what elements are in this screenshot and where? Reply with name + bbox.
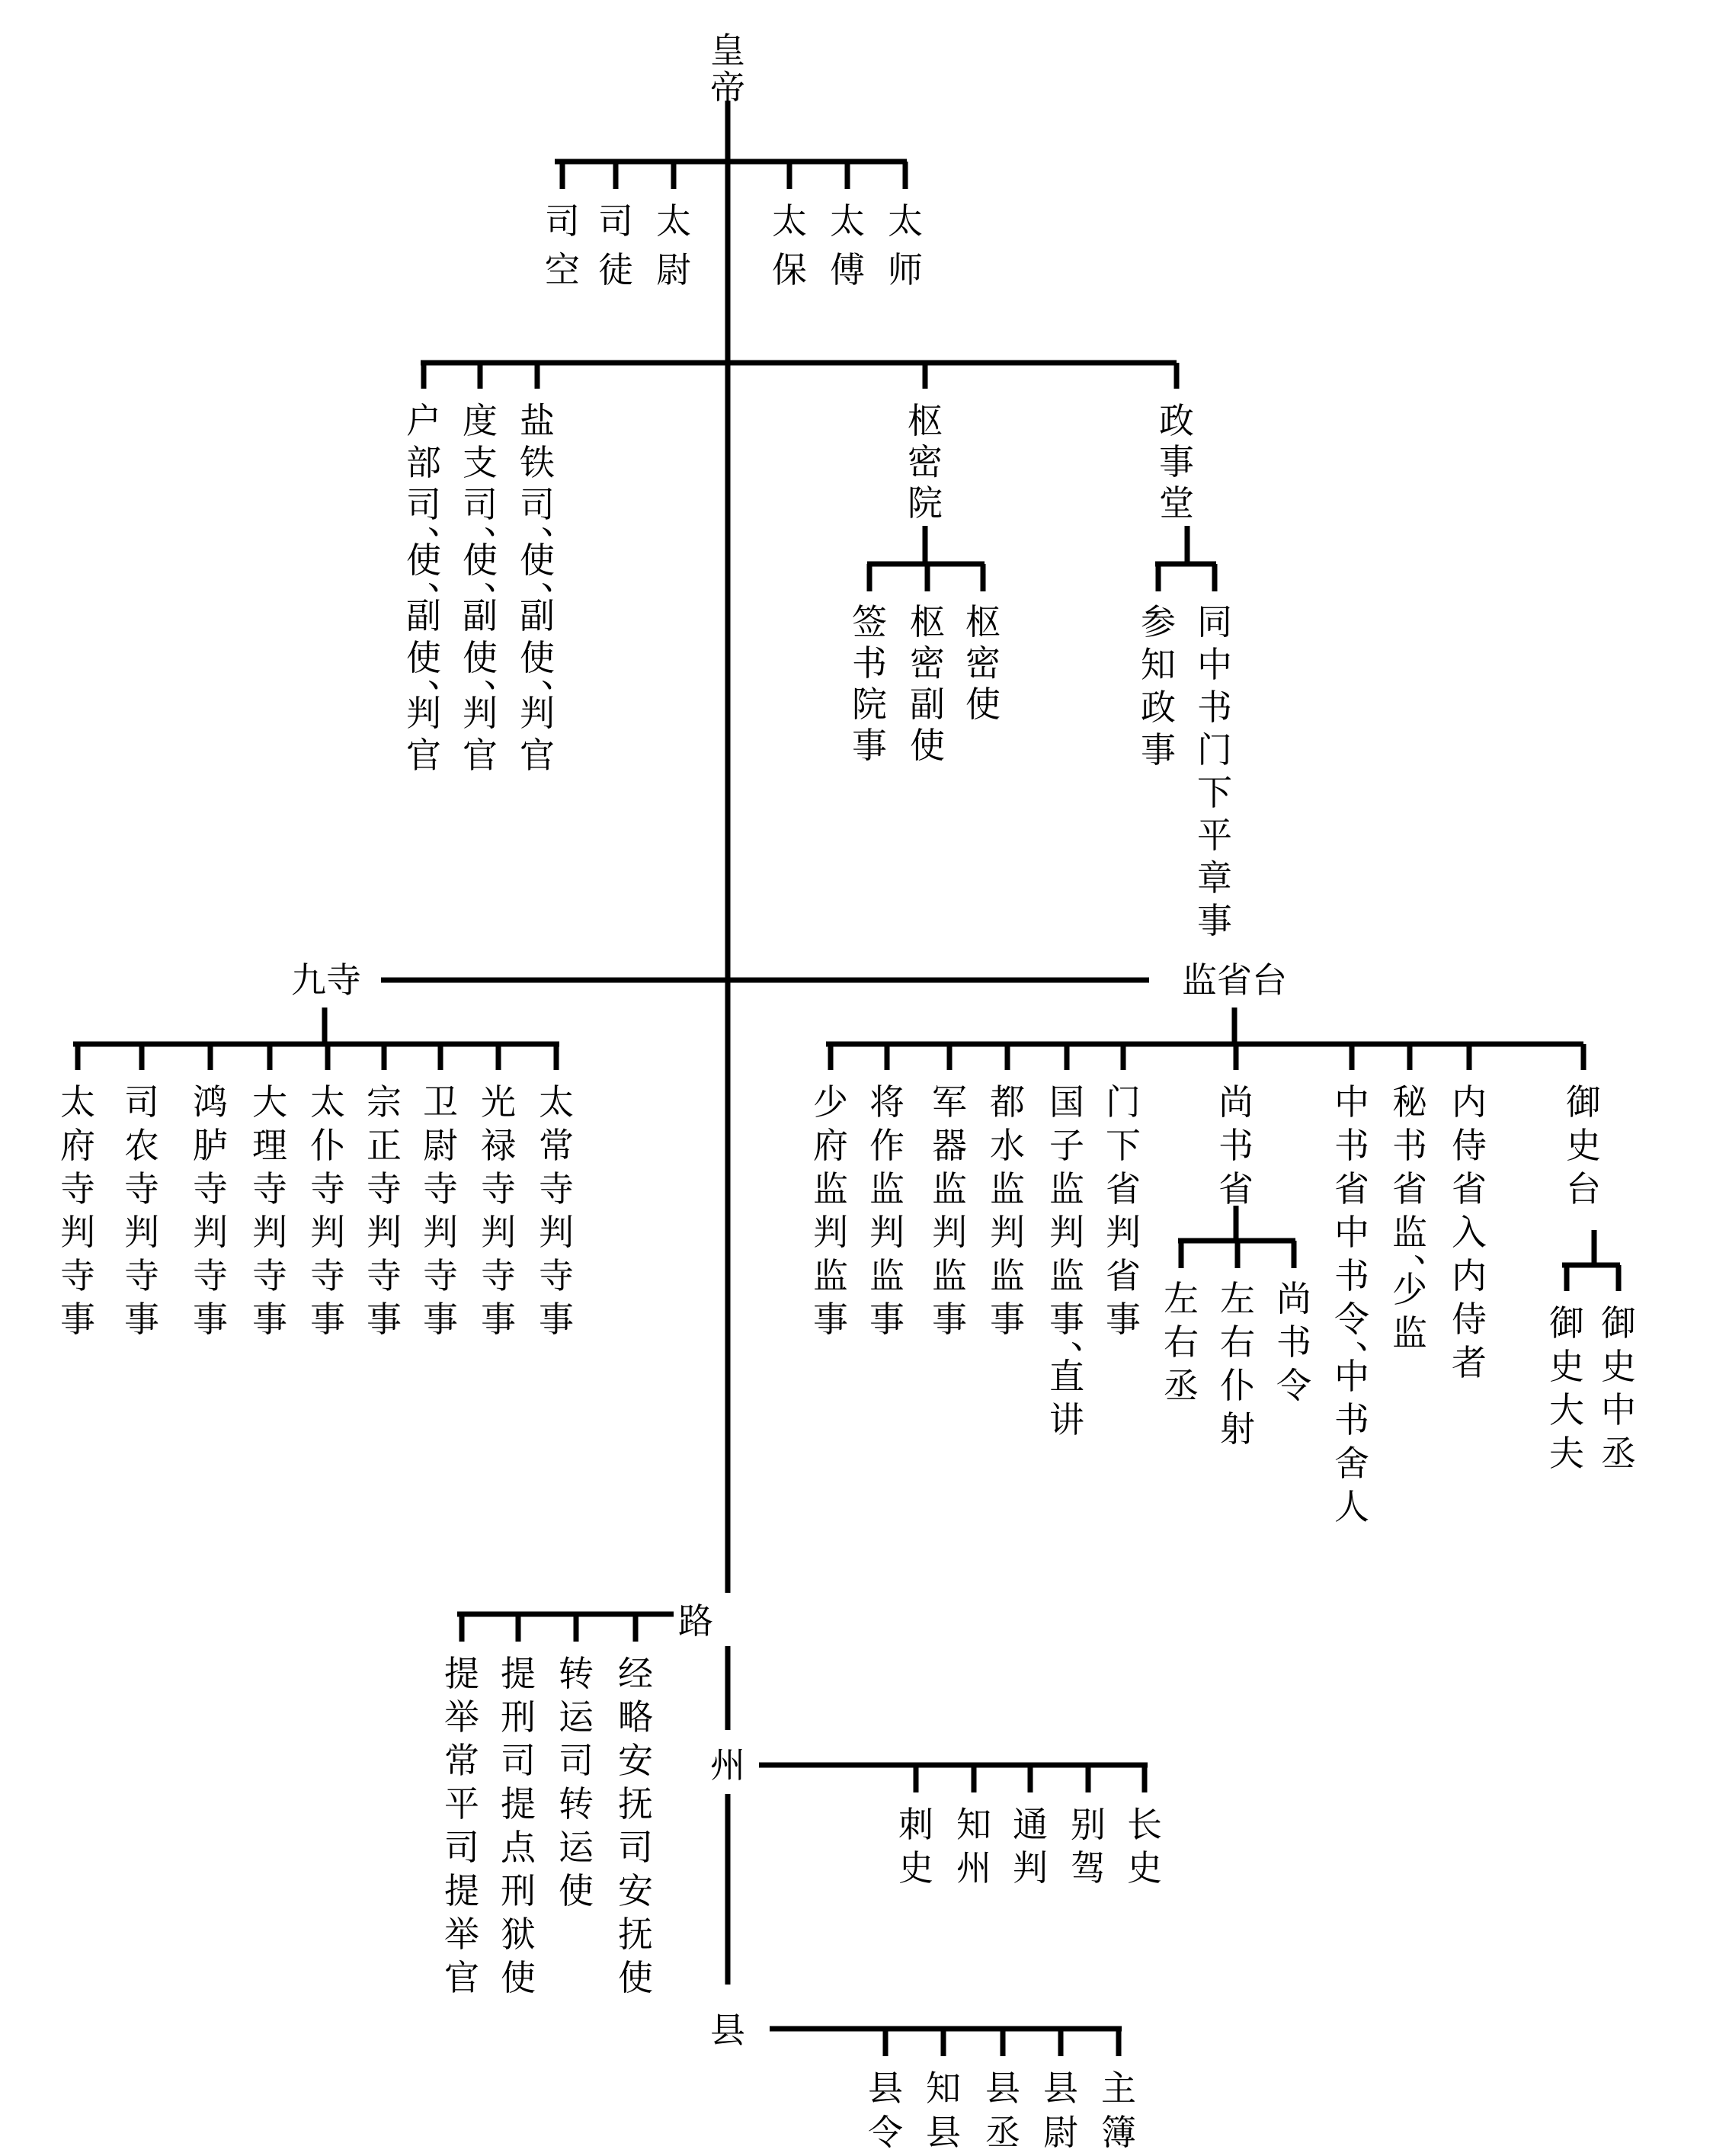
node-shangshusheng: 尚书省	[1218, 1081, 1254, 1209]
node-jianshengtai-member: 少府监判监事	[813, 1081, 848, 1340]
node-jianshengtai-member: 门下省判省事	[1106, 1081, 1141, 1340]
node-sansi: 度支司、使、副使、判官	[463, 400, 519, 776]
node-shumiyuan-member: 签书院事	[852, 601, 887, 766]
node-sansi: 盐铁司、使、副使、判官	[520, 400, 576, 776]
node-jiusi-member: 宗正寺判寺事	[367, 1081, 402, 1340]
node-yushitai-member: 御史大夫	[1549, 1302, 1584, 1474]
node-jiusi-member: 鸿胪寺判寺事	[193, 1081, 228, 1340]
node-shumiyuan: 枢密院	[908, 400, 943, 524]
node-zhou-member: 刺史	[898, 1804, 933, 1889]
node-lu-member: 提举常平司提举官	[444, 1653, 479, 1998]
node-jiusi-member: 司农寺判寺事	[124, 1081, 159, 1340]
node-sheng: 中书省中书令、中书舍人	[1334, 1081, 1391, 1527]
node-jianshengtai-member: 都水监判监事	[990, 1081, 1025, 1340]
node-xian-member: 县尉	[1043, 2068, 1078, 2153]
node-jiusi-member: 太府寺判寺事	[60, 1081, 95, 1340]
node-yushitai: 御史台	[1566, 1081, 1601, 1209]
node-jianshengtai-member: 将作监判监事	[869, 1081, 905, 1340]
connector-lines	[73, 101, 1620, 2056]
node-lu-member: 转运司转运使	[559, 1653, 594, 1911]
node-emperor: 皇帝	[710, 30, 745, 109]
node-lu-member: 经略安抚司安抚使	[618, 1653, 653, 1998]
node-lu: 路	[678, 1600, 713, 1642]
node-jiusi: 九寺	[291, 959, 361, 1001]
node-jianshengtai: 监省台	[1182, 959, 1287, 1001]
node-yushitai-member: 御史中丞	[1601, 1302, 1636, 1474]
node-zhou-member: 知州	[956, 1804, 991, 1889]
node-shangshusheng-member: 尚书令	[1276, 1278, 1311, 1406]
node-jiusi-member: 太仆寺判寺事	[310, 1081, 345, 1340]
node-sangong: 太尉	[656, 200, 691, 290]
labels	[60, 30, 1636, 2153]
node-sansi: 户部司、使、副使、判官	[406, 400, 463, 776]
node-sangong: 太保	[772, 200, 807, 290]
node-xian-member: 县丞	[985, 2068, 1020, 2153]
node-shumiyuan-member: 枢密副使	[910, 601, 945, 766]
node-sheng: 秘书省监、少监	[1392, 1081, 1449, 1354]
node-jianshengtai-member: 军器监判监事	[932, 1081, 967, 1340]
node-shumiyuan-member: 枢密使	[965, 601, 1001, 725]
node-sangong: 太傅	[830, 200, 865, 290]
node-zhou-member: 长史	[1127, 1804, 1162, 1889]
node-zhou: 州	[710, 1744, 745, 1786]
node-zhengshitang: 政事堂	[1159, 400, 1194, 524]
node-zhou-member: 通判	[1013, 1804, 1048, 1889]
node-xian-member: 主簿	[1101, 2068, 1136, 2153]
node-xian-member: 县令	[868, 2068, 903, 2153]
node-zhengshitang-member: 参知政事	[1141, 601, 1176, 770]
node-sheng: 内侍省入内侍者	[1452, 1081, 1487, 1383]
node-jiusi-member: 卫尉寺判寺事	[423, 1081, 458, 1340]
node-sangong: 司徒	[598, 200, 633, 290]
node-jiusi-member: 光禄寺判寺事	[481, 1081, 516, 1340]
node-zhou-member: 别驾	[1071, 1804, 1106, 1889]
node-xian: 县	[710, 2010, 745, 2051]
node-sangong: 太师	[888, 200, 923, 290]
node-zhengshitang-member: 同中书门下平章事	[1197, 601, 1232, 941]
node-shangshusheng-member: 左右丞	[1164, 1278, 1199, 1406]
node-jiusi-member: 大理寺判寺事	[252, 1081, 287, 1340]
node-jiusi-member: 太常寺判寺事	[539, 1081, 574, 1340]
node-shangshusheng-member: 左右仆射	[1220, 1278, 1255, 1450]
node-jianshengtai-member: 国子监判监事、直讲	[1049, 1081, 1106, 1440]
node-xian-member: 知县	[926, 2068, 961, 2153]
node-sangong: 司空	[545, 200, 580, 290]
node-lu-member: 提刑司提点刑狱使	[501, 1653, 536, 1998]
